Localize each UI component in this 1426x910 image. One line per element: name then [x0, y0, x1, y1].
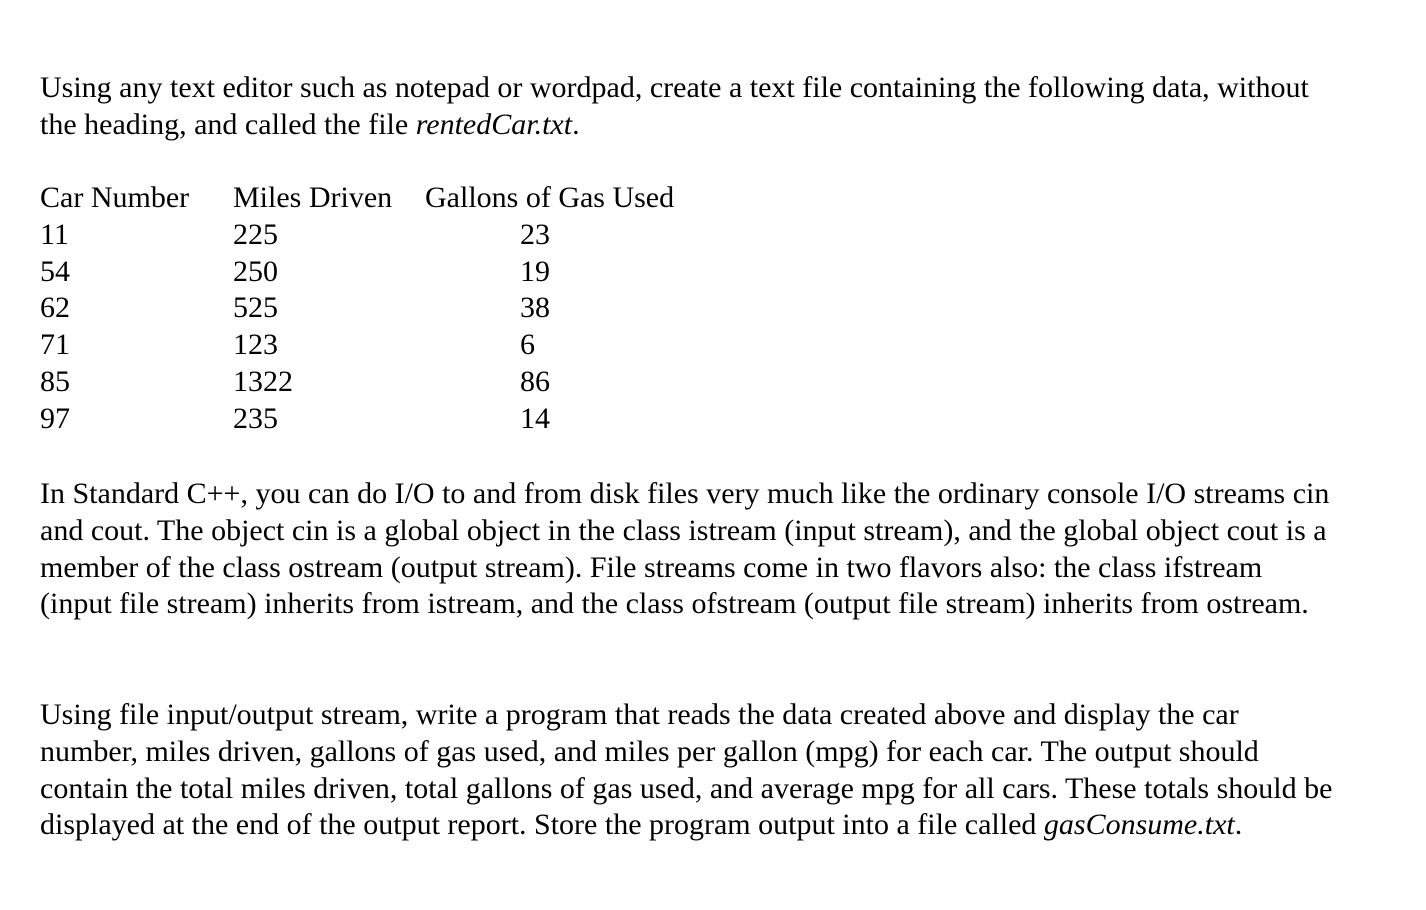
car-number-cell: 62: [40, 291, 70, 325]
miles-driven-cell: 525: [233, 291, 278, 325]
table-row: [40, 327, 740, 364]
intro-text: Using any text editor such as notepad or wordpad, create a text file containing the following data, without the heading, and called the file: [40, 71, 1309, 141]
rented-car-filename: rentedCar.txt: [415, 107, 573, 141]
miles-driven-cell: 123: [233, 328, 278, 362]
car-number-cell: 97: [40, 401, 70, 435]
miles-driven-cell: 250: [233, 254, 278, 288]
car-data-table: [40, 180, 740, 438]
table-row: [40, 217, 740, 254]
file-streams-paragraph: In Standard C++, you can do I/O to and from disk files very much like the ordinary console I/O streams cin and cout. The object cin is a global object in the class istream (input stream), and the global object cout is a member of the class ostream (output stream). File streams come in two flavors also: the class ifstream (input file stream) inherits from istream, and the class ofstream (output file stream) inherits from ostream.: [40, 477, 1330, 621]
table-row: [40, 401, 740, 438]
gallons-used-cell: 6: [520, 328, 535, 362]
miles-driven-cell: 235: [233, 401, 278, 435]
gallons-used-cell: 14: [520, 401, 550, 435]
miles-driven-cell: 1322: [233, 364, 293, 398]
table-header-row: [40, 180, 740, 217]
miles-driven-cell: 225: [233, 217, 278, 251]
header-miles-driven: Miles Driven: [233, 181, 393, 214]
table-row: [40, 254, 740, 291]
car-number-cell: 54: [40, 254, 70, 288]
task-period: .: [1234, 808, 1243, 842]
intro-period: .: [572, 107, 580, 141]
car-number-cell: 11: [40, 217, 69, 251]
car-number-cell: 71: [40, 328, 70, 362]
gallons-used-cell: 86: [520, 364, 550, 398]
gas-consume-filename: gasConsume.txt: [1043, 808, 1235, 842]
gallons-used-cell: 19: [520, 254, 550, 288]
header-car-number: Car Number: [40, 181, 190, 214]
gallons-used-cell: 23: [520, 217, 550, 251]
gallons-used-cell: 38: [520, 291, 550, 325]
table-row: [40, 290, 740, 327]
header-gallons-used: Gallons of Gas Used: [425, 181, 675, 214]
car-number-cell: 85: [40, 364, 70, 398]
intro-paragraph: [40, 70, 1340, 144]
task-paragraph: [40, 697, 1340, 844]
task-text: Using file input/output stream, write a program that reads the data created above and display the car number, miles driven, gallons of gas used, and miles per gallon (mpg) for each car. The output should contain the total miles driven, total gallons of gas used, and average mpg for all cars. These totals should be displayed at the end of the output report. Store the program output into a file called: [40, 698, 1333, 842]
table-row: [40, 364, 740, 401]
